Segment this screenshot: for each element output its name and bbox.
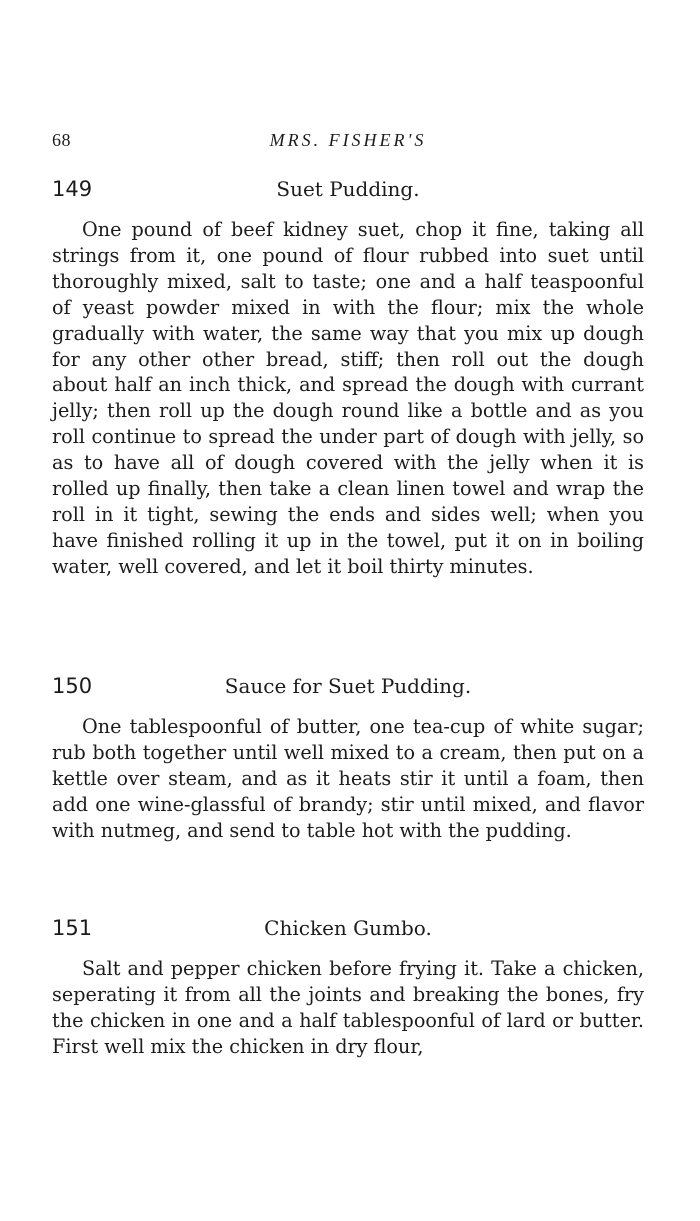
recipe-header	[52, 177, 644, 207]
recipe-number: 151	[52, 916, 93, 940]
running-title: MRS. FISHER'S	[269, 130, 427, 150]
book-page	[52, 0, 644, 1221]
recipe-text: One pound of beef kidney suet, chop it fine, taking all strings from it, one pound of flour rubbed into suet until thoroughly mixed, salt to taste; one and a half teaspoonful of yeast powder mixed in with the flour; mix the whole gradually with water, the same way that you mix up dough for any other other bread, stiff; then roll out the dough about half an inch thick, and spread the dough with currant jelly; then roll up the dough round like a bottle and as you roll continue to spread the under part of dough with jelly, so as to have all of dough covered with the jelly when it is rolled up finally, then take a clean linen towel and wrap the roll in it tight, sewing the ends and sides well; when you have finished rolling it up in the towel, put it on in boiling water, well covered, and let it boil thirty minutes.	[52, 218, 644, 578]
recipe-title: Chicken Gumbo.	[264, 916, 432, 940]
recipe-text: Salt and pepper chicken before frying it. Take a chicken, seperating it from all the joints and breaking the bones, fry the chicken in one and a half tablespoonful of lard or butter. First well mix the chicken in dry flour,	[52, 957, 644, 1058]
running-head	[52, 130, 644, 154]
recipe-header	[52, 674, 644, 704]
recipe-149	[52, 177, 644, 580]
recipe-text: One tablespoonful of butter, one tea-cup of white sugar; rub both together until well mixed to a cream, then put on a kettle over steam, and as it heats stir it until a foam, then add one wine-glassful of brandy; stir until mixed, and flavor with nutmeg, and send to table hot with the pudding.	[52, 715, 644, 842]
page-number: 68	[52, 130, 71, 150]
recipe-150	[52, 674, 644, 844]
recipe-header	[52, 916, 644, 946]
recipe-number: 150	[52, 674, 93, 698]
recipe-number: 149	[52, 177, 93, 201]
recipe-151	[52, 916, 644, 1060]
recipe-title: Sauce for Suet Pudding.	[224, 674, 472, 698]
recipe-title: Suet Pudding.	[276, 177, 420, 201]
